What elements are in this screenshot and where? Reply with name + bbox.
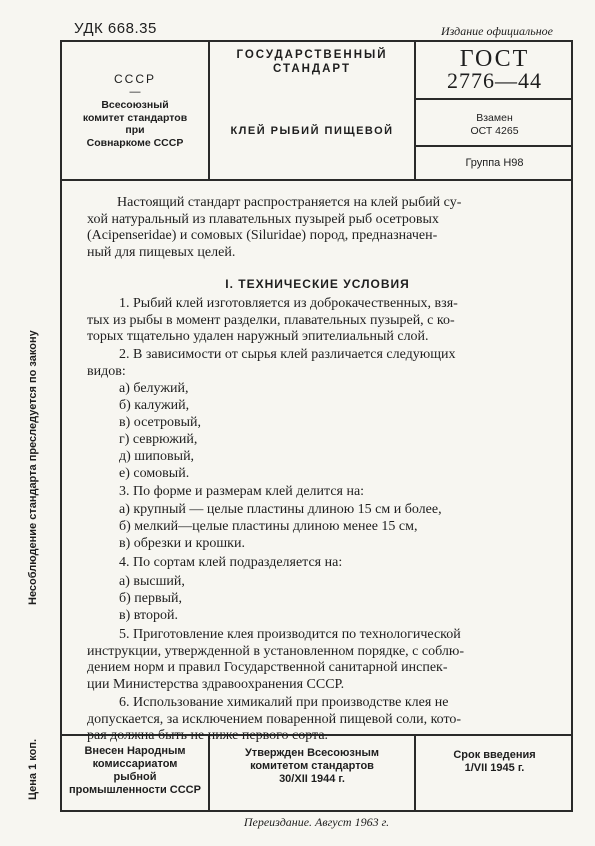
reissue-note: Переиздание. Август 1963 г. xyxy=(243,815,390,829)
paragraph-4: 4. По сортам клей подразделяется на: xyxy=(119,555,343,570)
intro-line: Настоящий стандарт распространяется на клей рыбий су- xyxy=(117,195,462,210)
standard-line-2: СТАНДАРТ xyxy=(273,63,351,75)
footer-line: промышленности СССР xyxy=(69,784,201,796)
text-line: допускается, за исключением поваренной пищевой соли, кото- xyxy=(87,711,462,727)
footer-line: комитетом стандартов xyxy=(250,760,374,772)
text-line: 5. Приготовление клея производится по технологической xyxy=(119,627,461,642)
gost-box-divider-1 xyxy=(416,98,573,100)
list-item: б) мелкий—целые пластины длиною менее 15 см, xyxy=(119,519,418,534)
intro-line: ный для пищевых целей. xyxy=(87,244,236,260)
text-line: видов: xyxy=(87,363,126,379)
text-line: 6. Использование химикалий при производстве клея не xyxy=(119,695,449,710)
issuer-block xyxy=(62,72,208,149)
list-item: а) белужий, xyxy=(119,381,189,396)
list-item: г) севрюжий, xyxy=(119,432,198,447)
paragraph-5 xyxy=(87,627,567,693)
submitted-by xyxy=(62,745,208,797)
section-title: I. ТЕХНИЧЕСКИЕ УСЛОВИЯ xyxy=(225,277,410,291)
text-line: ции Министерства здравоохранения СССР. xyxy=(87,676,345,692)
text-line: инструкции, утвержденной в установленном порядке, с соблю- xyxy=(87,643,464,659)
text-line: торых тщательно удален наружный эпителиальный слой. xyxy=(87,329,429,344)
gost-designation xyxy=(416,48,573,92)
text-line: дением норм и правил Государственной санитарной инспек- xyxy=(87,660,448,675)
text-line: рая должна быть не ниже первого сорта. xyxy=(87,728,329,743)
list-item: в) второй. xyxy=(119,608,178,623)
paragraph-3: 3. По форме и размерам клей делится на: xyxy=(119,484,365,499)
dash: — xyxy=(129,86,141,98)
footer-line: рыбной xyxy=(113,771,157,783)
list-item: б) первый, xyxy=(119,591,182,606)
footer-line: Внесен Народным xyxy=(84,745,186,757)
footer-line: 1/VII 1945 г. xyxy=(464,762,525,774)
list-item: б) калужий, xyxy=(119,398,190,413)
gost-box-divider-2 xyxy=(416,145,573,147)
org-line-1: Всесоюзный xyxy=(101,99,169,111)
intro-line: хой натуральный из плавательных пузырей рыб осетровых xyxy=(87,211,439,227)
gost-label: ГОСТ xyxy=(459,46,530,72)
paragraph-1 xyxy=(87,296,567,346)
intro-line: (Acipenseridae) и сомовых (Siluridae) пород, предназначен- xyxy=(87,228,438,243)
footer-line: Срок введения xyxy=(453,749,536,761)
gost-number: 2776—44 xyxy=(447,68,542,93)
org-line-2: комитет стандартов xyxy=(82,111,188,124)
text-line: 1. Рыбий клей изготовляется из доброкачественных, взя- xyxy=(119,296,458,311)
product-title: КЛЕЙ РЫБИЙ ПИЩЕВОЙ xyxy=(230,125,394,137)
list-item: а) крупный — целые пластины длиною 15 см и более, xyxy=(119,502,442,517)
edition-label: Издание официальное xyxy=(440,24,553,38)
replaces-block xyxy=(416,112,573,138)
list-item: а) высший, xyxy=(119,574,185,589)
paragraph-6 xyxy=(87,695,567,745)
footer-line: комиссариатом xyxy=(92,758,178,770)
group-label: Группа Н98 xyxy=(465,157,524,169)
replaces-value: ОСТ 4265 xyxy=(470,125,519,137)
udk-code: УДК 668.35 xyxy=(74,20,157,37)
effective-date xyxy=(416,749,573,775)
header-bottom-rule xyxy=(62,179,573,181)
legal-notice: Несоблюдение стандарта преследуется по закону xyxy=(27,330,39,605)
replaces-label: Взамен xyxy=(476,112,513,124)
country-label: СССР xyxy=(113,72,156,86)
footer-line: Утвержден Всесоюзным xyxy=(244,747,380,759)
price-label: Цена 1 коп. xyxy=(27,738,39,800)
org-line-3: при xyxy=(125,124,145,136)
footer-line: 30/XII 1944 г. xyxy=(279,773,345,785)
text-line: тых из рыбы в момент разделки, плавательных пузырей, с ко- xyxy=(87,312,455,328)
document-frame xyxy=(60,40,573,812)
standard-heading xyxy=(210,48,414,76)
approved-by xyxy=(210,747,414,786)
org-line-4: Совнаркоме СССР xyxy=(86,136,184,149)
standard-line-1: ГОСУДАРСТВЕННЫЙ xyxy=(236,49,388,61)
list-item: е) сомовый. xyxy=(119,466,190,481)
paragraph-2 xyxy=(87,347,567,380)
list-item: в) осетровый, xyxy=(119,415,202,430)
list-item: в) обрезки и крошки. xyxy=(119,536,245,551)
text-line: 2. В зависимости от сырья клей различается следующих xyxy=(119,347,456,362)
list-item: д) шиповый, xyxy=(119,449,195,464)
intro-paragraph xyxy=(87,195,567,261)
